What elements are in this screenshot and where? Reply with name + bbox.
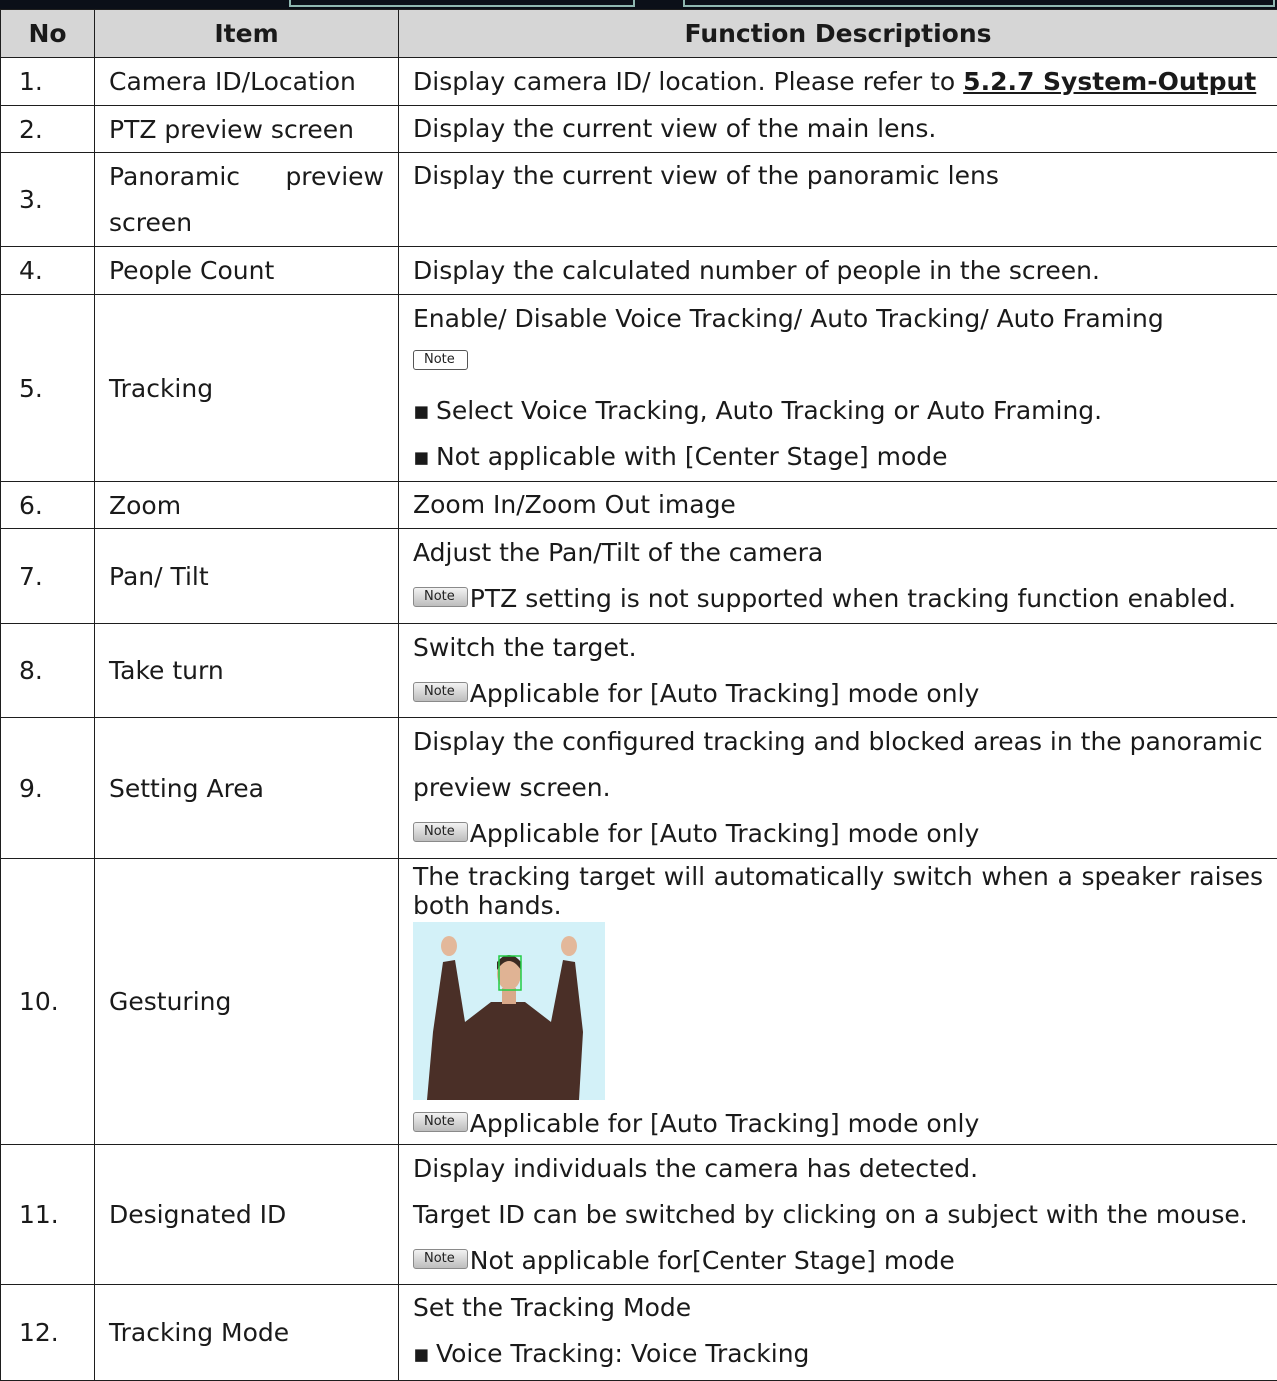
note-line xyxy=(413,811,1263,857)
desc-text: Target ID can be switched by clicking on a subject with the mouse. xyxy=(413,1192,1263,1238)
header-item: Item xyxy=(95,10,399,58)
row-item: Tracking Mode xyxy=(95,1285,399,1381)
note-badge: Note xyxy=(413,1249,468,1269)
table-row xyxy=(1,482,1277,529)
row-desc xyxy=(399,58,1277,106)
bullet-item: ▪ Not applicable with [Center Stage] mode xyxy=(413,434,1263,480)
row-no: 11. xyxy=(1,1145,95,1285)
row-desc: Display the current view of the main lens. xyxy=(399,106,1277,153)
row-no: 6. xyxy=(1,482,95,529)
row-desc xyxy=(399,624,1277,718)
note-line xyxy=(413,1104,1263,1144)
row-item: Tracking xyxy=(95,295,399,482)
table-row xyxy=(1,58,1277,106)
table-row xyxy=(1,1285,1277,1381)
note-text: Applicable for [Auto Tracking] mode only xyxy=(470,679,980,708)
row-no: 9. xyxy=(1,718,95,859)
desc-text: Display camera ID/ location. Please refer to xyxy=(413,67,963,96)
item-word: screen xyxy=(109,200,384,246)
row-no: 10. xyxy=(1,859,95,1145)
note-line xyxy=(413,576,1263,622)
note-badge: Note xyxy=(413,822,468,842)
table-row xyxy=(1,859,1277,1145)
note-text: Applicable for [Auto Tracking] mode only xyxy=(470,819,980,848)
row-desc xyxy=(399,153,1277,247)
item-line xyxy=(109,154,384,200)
top-strip xyxy=(0,0,1277,9)
row-desc xyxy=(399,1285,1277,1381)
row-desc xyxy=(399,1145,1277,1285)
note-text: PTZ setting is not supported when tracking function enabled. xyxy=(470,584,1236,613)
gesture-example-image xyxy=(413,922,605,1100)
row-desc xyxy=(399,529,1277,624)
desc-text: Set the Tracking Mode xyxy=(413,1285,1263,1331)
header-row xyxy=(1,10,1277,58)
desc-text: The tracking target will automatically switch when a speaker raises both hands. xyxy=(413,859,1263,920)
table-row xyxy=(1,1145,1277,1285)
section-link[interactable]: 5.2.7 System-Output xyxy=(963,67,1256,96)
note-line xyxy=(413,342,1263,388)
bullet-item: ▪ Voice Tracking: Voice Tracking xyxy=(413,1331,1263,1377)
desc-text: Display individuals the camera has detected. xyxy=(413,1146,1263,1192)
row-desc xyxy=(399,718,1277,859)
row-item: Zoom xyxy=(95,482,399,529)
row-desc: Display the calculated number of people in the screen. xyxy=(399,247,1277,295)
row-no: 5. xyxy=(1,295,95,482)
row-no: 4. xyxy=(1,247,95,295)
row-item: Pan/ Tilt xyxy=(95,529,399,624)
function-table xyxy=(0,9,1277,1381)
note-badge: Note xyxy=(413,587,468,607)
table-row xyxy=(1,529,1277,624)
note-badge: Note xyxy=(413,1112,468,1132)
bullet-item: ▪ Select Voice Tracking, Auto Tracking or Auto Framing. xyxy=(413,388,1263,434)
row-no: 7. xyxy=(1,529,95,624)
table-row xyxy=(1,106,1277,153)
header-desc: Function Descriptions xyxy=(399,10,1277,58)
desc-text: Enable/ Disable Voice Tracking/ Auto Tracking/ Auto Framing xyxy=(413,296,1263,342)
table-row xyxy=(1,718,1277,859)
row-no: 3. xyxy=(1,153,95,247)
row-item xyxy=(95,153,399,247)
note-badge: Note xyxy=(413,350,468,370)
desc-text: Display the configured tracking and blocked areas in the panoramic preview screen. xyxy=(413,719,1263,811)
row-no: 12. xyxy=(1,1285,95,1381)
row-item: Camera ID/Location xyxy=(95,58,399,106)
row-no: 2. xyxy=(1,106,95,153)
note-text: Not applicable for[Center Stage] mode xyxy=(470,1246,955,1275)
row-item: Setting Area xyxy=(95,718,399,859)
row-item: People Count xyxy=(95,247,399,295)
table-row xyxy=(1,247,1277,295)
top-frame-left xyxy=(289,0,635,7)
row-desc xyxy=(399,295,1277,482)
desc-text: Display the current view of the panoramic lens xyxy=(413,153,1263,199)
desc-text: Switch the target. xyxy=(413,625,1263,671)
table-row xyxy=(1,624,1277,718)
row-desc: Zoom In/Zoom Out image xyxy=(399,482,1277,529)
desc-text: Adjust the Pan/Tilt of the camera xyxy=(413,530,1263,576)
note-badge: Note xyxy=(413,682,468,702)
item-word: preview xyxy=(285,154,384,200)
row-desc xyxy=(399,859,1277,1145)
row-item: Take turn xyxy=(95,624,399,718)
note-line xyxy=(413,1238,1263,1284)
table-row xyxy=(1,295,1277,482)
top-frame-right xyxy=(683,0,1275,7)
table-row xyxy=(1,153,1277,247)
row-no: 8. xyxy=(1,624,95,718)
row-item: PTZ preview screen xyxy=(95,106,399,153)
row-no: 1. xyxy=(1,58,95,106)
row-item: Designated ID xyxy=(95,1145,399,1285)
note-line xyxy=(413,671,1263,717)
note-text: Applicable for [Auto Tracking] mode only xyxy=(470,1109,980,1138)
item-word: Panoramic xyxy=(109,154,240,200)
header-no: No xyxy=(1,10,95,58)
row-item: Gesturing xyxy=(95,859,399,1145)
